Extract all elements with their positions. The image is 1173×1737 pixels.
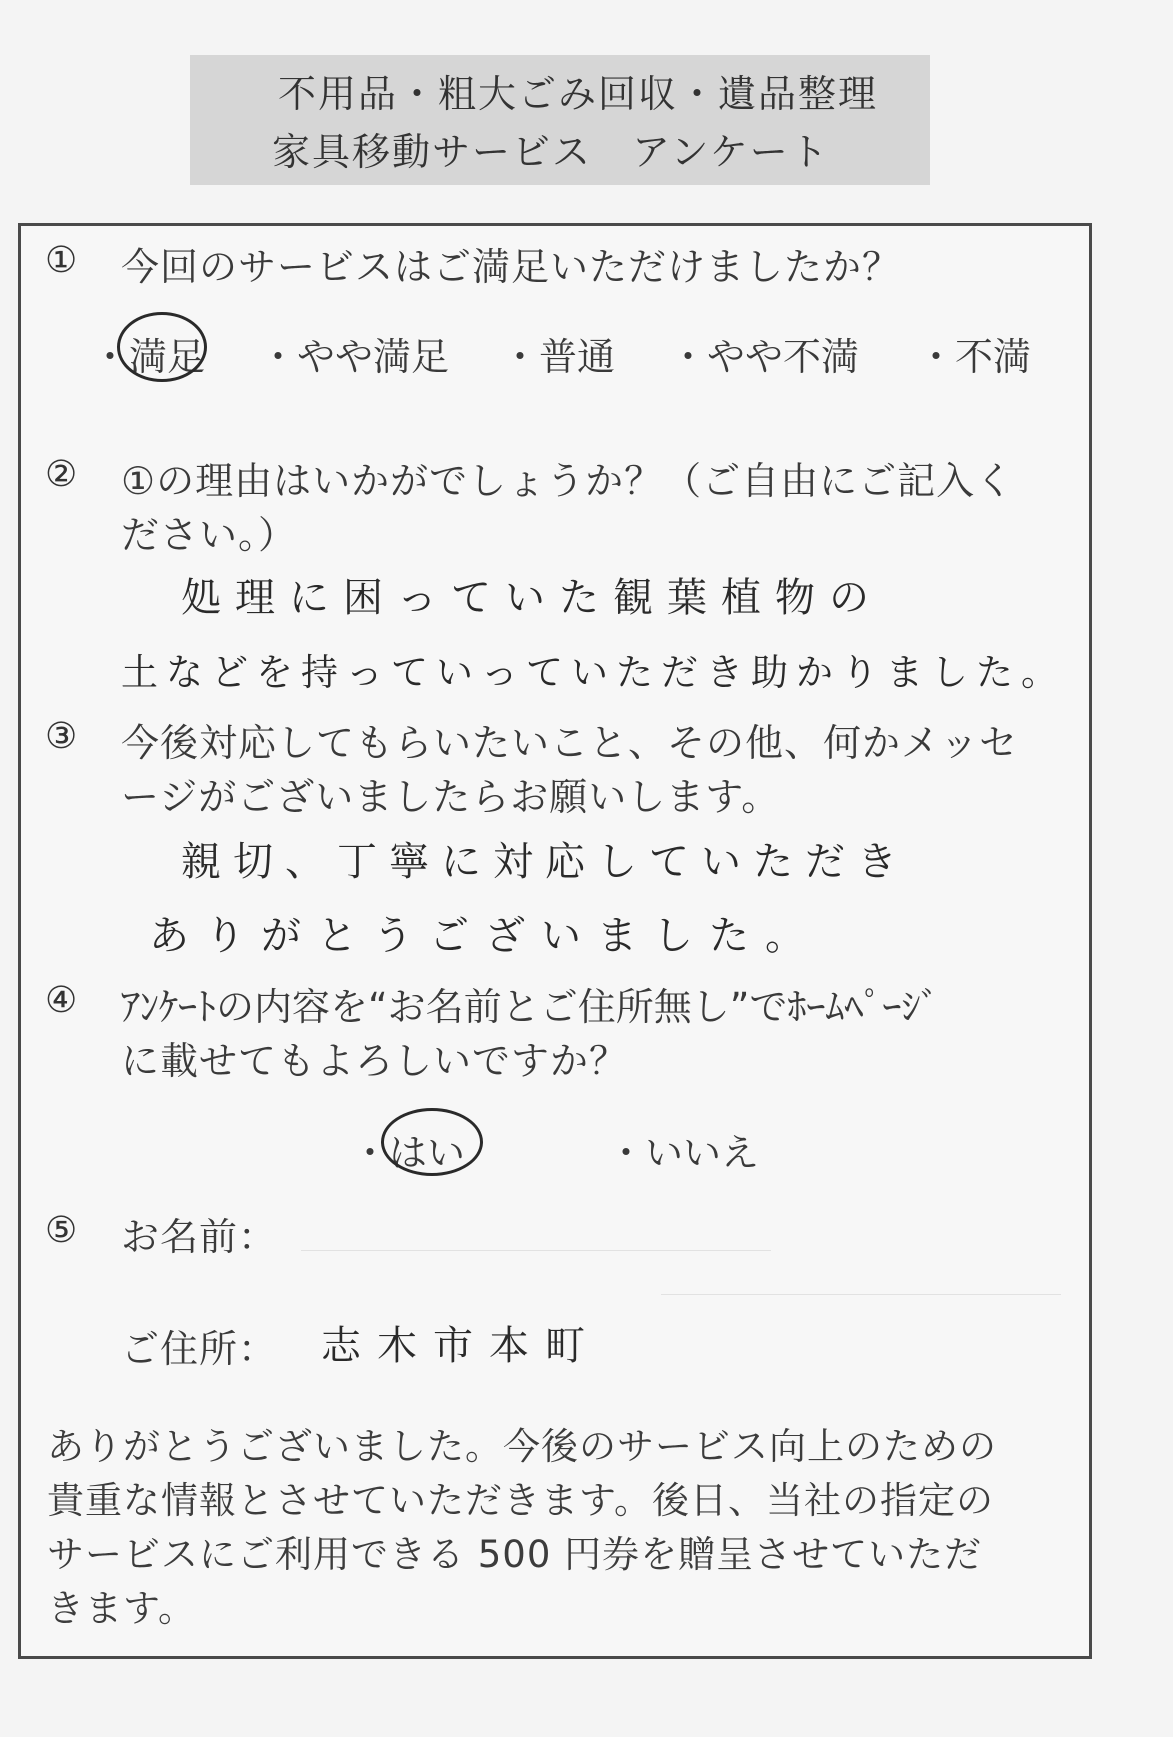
q3-answer-line1: 親切、丁寧に対応していただき — [181, 839, 909, 885]
q4-question-line1: ｱﾝｹｰﾄの内容を“お名前とご住所無し”でﾎｰﾑﾍﾟｰｼﾞ — [121, 985, 940, 1029]
q1-option-label: 普通 — [539, 335, 616, 379]
closing-line4: きます。 — [47, 1587, 197, 1630]
q4-option-bullet: ・ — [351, 1131, 390, 1175]
q1-option-label: やや不満 — [707, 335, 860, 379]
q2-answer-line2: 土などを持っていっていただき助かりました。 — [121, 651, 1066, 694]
name-underline — [301, 1250, 771, 1251]
closing-line2: 貴重な情報とさせていただきます。後日、当社の指定の — [47, 1479, 995, 1522]
q4-option-label: はい — [389, 1131, 466, 1175]
q5-number: ⑤ — [45, 1210, 78, 1251]
q3-number: ③ — [45, 716, 78, 757]
q1-option-bullet: ・ — [669, 335, 708, 379]
q1-option-bullet: ・ — [917, 335, 956, 379]
q1-option-bullet: ・ — [259, 335, 298, 379]
q2-question-line2: ださい。） — [121, 513, 298, 557]
q2-answer-line1: 処理に困っていた観葉植物の — [181, 575, 883, 621]
q4-option-label: いいえ — [645, 1131, 760, 1175]
q3-answer-line2: ありがとうございました。 — [149, 913, 821, 959]
q1-option-dissatisfied[interactable] — [917, 326, 1031, 381]
closing-line3: サービスにご利用できる 500 円券を贈呈させていただ — [47, 1533, 983, 1576]
name-label: お名前： — [121, 1215, 278, 1259]
survey-form — [18, 223, 1092, 1659]
q4-question-line2: に載せてもよろしいですか？ — [121, 1039, 629, 1083]
header-title-line1: 不用品・粗大ごみ回収・遺品整理 — [278, 72, 879, 116]
q1-option-label: やや満足 — [297, 335, 450, 379]
q1-option-average[interactable] — [501, 326, 615, 381]
closing-line1: ありがとうございました。今後のサービス向上のための — [47, 1425, 997, 1468]
q4-option-no[interactable] — [607, 1122, 759, 1177]
q4-number: ④ — [45, 980, 78, 1021]
q4-selected-circle — [381, 1108, 483, 1176]
q1-question: 今回のサービスはご満足いただけましたか？ — [121, 245, 902, 289]
q1-option-bullet: ・ — [501, 335, 540, 379]
q1-option-somewhat-satisfied[interactable] — [259, 326, 449, 381]
q1-option-bullet: ・ — [91, 335, 130, 379]
q3-question-line2: ージがございましたらお願いします。 — [121, 775, 781, 819]
q2-question-line1: ①の理由はいかがでしょうか？（ご自由にご記入く — [121, 459, 1015, 503]
q1-option-somewhat-dissatisfied[interactable] — [669, 326, 859, 381]
header-title-line2: 家具移動サービス アンケート — [272, 130, 830, 174]
q1-option-label: 満足 — [129, 335, 206, 379]
address-value[interactable]: 志木市本町 — [321, 1323, 601, 1369]
q1-selected-circle — [117, 312, 207, 382]
q1-option-label: 不満 — [955, 335, 1032, 379]
address-underline — [661, 1294, 1061, 1295]
q1-number: ① — [45, 240, 78, 281]
q3-question-line1: 今後対応してもらいたいこと、その他、何かメッセ — [121, 721, 1019, 765]
survey-header — [190, 55, 930, 185]
q2-number: ② — [45, 454, 78, 495]
q4-option-bullet: ・ — [607, 1131, 646, 1175]
address-label: ご住所： — [121, 1327, 278, 1371]
